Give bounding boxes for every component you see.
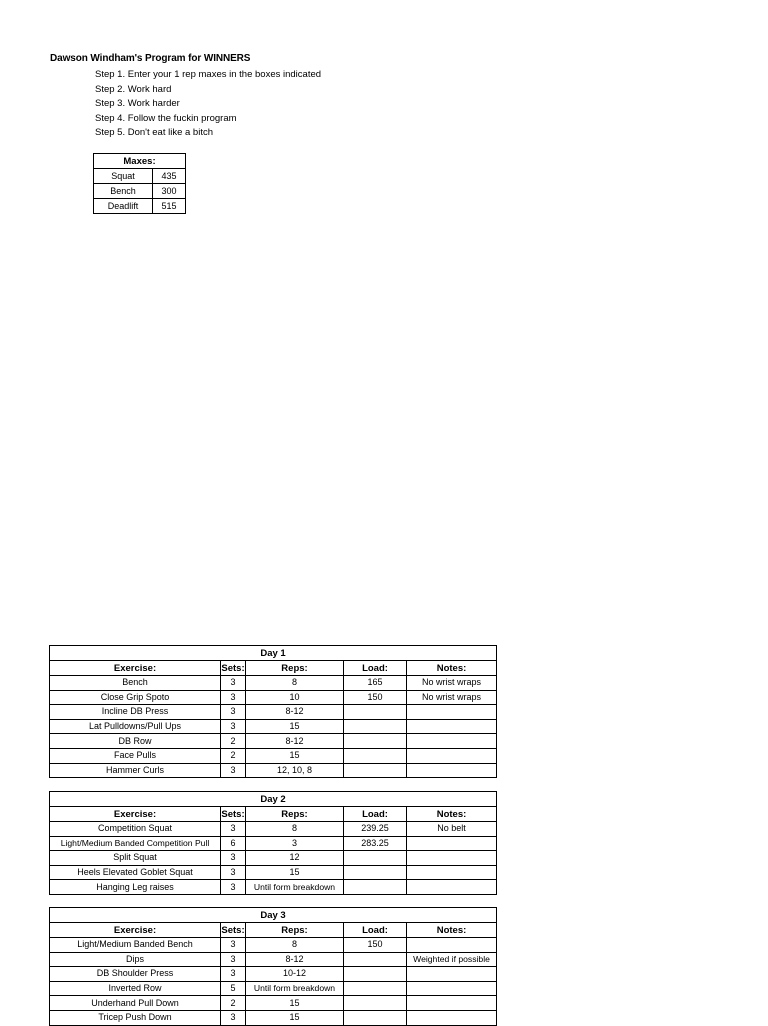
col-load: Load:: [344, 923, 407, 938]
load-cell: [344, 705, 407, 720]
col-reps: Reps:: [246, 661, 344, 676]
col-load: Load:: [344, 807, 407, 822]
table-row: [50, 851, 497, 866]
reps-cell: 15: [246, 748, 344, 763]
reps-cell: 12: [246, 851, 344, 866]
notes-cell: [407, 967, 497, 982]
day-1-table: [49, 645, 497, 778]
load-cell: 165: [344, 676, 407, 691]
reps-cell: 8: [246, 938, 344, 953]
sets-cell: 2: [221, 996, 246, 1011]
table-row: [50, 981, 497, 996]
table-row: [50, 996, 497, 1011]
load-cell: [344, 1010, 407, 1025]
reps-cell: 15: [246, 865, 344, 880]
exercise-cell: Hanging Leg raises: [50, 880, 221, 895]
exercise-cell: Tricep Push Down: [50, 1010, 221, 1025]
exercise-cell: Hammer Curls: [50, 763, 221, 778]
col-sets: Sets:: [221, 924, 245, 936]
exercise-cell: Dips: [50, 952, 221, 967]
column-header-row: [50, 807, 497, 822]
load-cell: [344, 748, 407, 763]
day-title: Day 1: [50, 646, 497, 661]
load-cell: [344, 952, 407, 967]
exercise-cell: Lat Pulldowns/Pull Ups: [50, 719, 221, 734]
sets-cell: 3: [221, 676, 246, 691]
load-cell: 283.25: [344, 836, 407, 851]
load-cell: [344, 851, 407, 866]
sets-cell: 5: [221, 981, 246, 996]
sets-cell: 6: [221, 836, 246, 851]
exercise-cell: Inverted Row: [50, 981, 221, 996]
notes-cell: [407, 763, 497, 778]
table-row: [50, 734, 497, 749]
col-exercise: Exercise:: [50, 807, 221, 822]
max-value-cell[interactable]: 435: [153, 169, 186, 184]
notes-cell: [407, 705, 497, 720]
table-row: [50, 865, 497, 880]
sets-cell: 3: [221, 967, 246, 982]
step-item: Step 1. Enter your 1 rep maxes in the boxes indicated: [95, 69, 322, 80]
col-load: Load:: [344, 661, 407, 676]
sets-cell: 3: [221, 1010, 246, 1025]
reps-cell: 8: [246, 822, 344, 837]
table-row: [50, 938, 497, 953]
step-item: Step 5. Don't eat like a bitch: [95, 127, 213, 139]
table-row: [50, 952, 497, 967]
day-2-table: [49, 791, 497, 895]
notes-cell: [407, 938, 497, 953]
exercise-cell: Split Squat: [50, 851, 221, 866]
exercise-cell: DB Row: [50, 734, 221, 749]
load-cell: [344, 719, 407, 734]
notes-cell: [407, 836, 497, 851]
notes-cell: [407, 748, 497, 763]
lift-name: Squat: [94, 169, 153, 184]
table-row: [50, 836, 497, 851]
load-cell: [344, 967, 407, 982]
notes-cell: [407, 981, 497, 996]
sets-cell: 3: [221, 763, 246, 778]
day-3-table: [49, 907, 497, 1026]
sets-cell: 3: [221, 952, 246, 967]
lift-name: Deadlift: [94, 199, 153, 214]
maxes-row: [94, 199, 186, 214]
load-cell: [344, 981, 407, 996]
load-cell: [344, 865, 407, 880]
step-item: Step 3. Work harder: [95, 98, 180, 110]
step-item: Step 4. Follow the fuckin program: [95, 112, 237, 124]
col-notes: Notes:: [407, 807, 497, 822]
load-cell: [344, 996, 407, 1011]
col-notes: Notes:: [407, 661, 497, 676]
reps-cell: 15: [246, 996, 344, 1011]
notes-cell: [407, 880, 497, 895]
reps-cell: 10-12: [246, 967, 344, 982]
reps-cell: Until form breakdown: [246, 880, 344, 895]
reps-cell: 12, 10, 8: [246, 763, 344, 778]
notes-cell: [407, 865, 497, 880]
maxes-row: [94, 184, 186, 199]
column-header-row: [50, 923, 497, 938]
steps-list: [95, 68, 321, 141]
table-row: [50, 705, 497, 720]
table-row: [50, 1010, 497, 1025]
sets-cell: 3: [221, 865, 246, 880]
sets-cell: 3: [221, 851, 246, 866]
reps-cell: 3: [246, 836, 344, 851]
table-row: [50, 748, 497, 763]
exercise-cell: Light/Medium Banded Bench: [50, 938, 221, 953]
exercise-cell: Light/Medium Banded Competition Pull: [50, 836, 221, 851]
col-reps: Reps:: [246, 807, 344, 822]
sets-cell: 3: [221, 719, 246, 734]
reps-cell: 15: [246, 1010, 344, 1025]
table-row: [50, 676, 497, 691]
maxes-header: Maxes:: [94, 154, 186, 169]
program-title: Dawson Windham's Program for WINNERS: [50, 53, 251, 64]
step-item: Step 2. Work hard: [95, 83, 172, 95]
notes-cell: [407, 996, 497, 1011]
reps-cell: 10: [246, 690, 344, 705]
notes-cell: [407, 851, 497, 866]
reps-cell: 8-12: [246, 734, 344, 749]
table-row: [50, 690, 497, 705]
col-reps: Reps:: [246, 923, 344, 938]
sets-cell: 2: [221, 734, 246, 749]
load-cell: [344, 880, 407, 895]
reps-cell: 8: [246, 676, 344, 691]
notes-cell: [407, 719, 497, 734]
notes-cell: [407, 1010, 497, 1025]
sets-cell: 3: [221, 938, 246, 953]
notes-cell: [407, 734, 497, 749]
table-row: [50, 967, 497, 982]
load-cell: 239.25: [344, 822, 407, 837]
table-row: [50, 763, 497, 778]
exercise-cell: DB Shoulder Press: [50, 967, 221, 982]
load-cell: [344, 763, 407, 778]
max-value-cell[interactable]: 300: [153, 184, 186, 199]
column-header-row: [50, 661, 497, 676]
table-row: [50, 719, 497, 734]
col-sets: Sets:: [221, 808, 245, 820]
sets-cell: 3: [221, 690, 246, 705]
sets-cell: 3: [221, 880, 246, 895]
notes-cell: No wrist wraps: [407, 690, 497, 705]
reps-cell: 15: [246, 719, 344, 734]
maxes-row: [94, 169, 186, 184]
load-cell: 150: [344, 690, 407, 705]
col-exercise: Exercise:: [50, 923, 221, 938]
notes-cell: Weighted if possible: [407, 952, 497, 967]
notes-cell: No wrist wraps: [407, 676, 497, 691]
exercise-cell: Incline DB Press: [50, 705, 221, 720]
exercise-cell: Close Grip Spoto: [50, 690, 221, 705]
load-cell: 150: [344, 938, 407, 953]
exercise-cell: Underhand Pull Down: [50, 996, 221, 1011]
exercise-cell: Heels Elevated Goblet Squat: [50, 865, 221, 880]
table-row: [50, 880, 497, 895]
day-title: Day 2: [50, 792, 497, 807]
sets-cell: 3: [221, 705, 246, 720]
load-cell: [344, 734, 407, 749]
sets-cell: 2: [221, 748, 246, 763]
reps-cell: Until form breakdown: [246, 981, 344, 996]
max-value-cell[interactable]: 515: [153, 199, 186, 214]
col-sets: Sets:: [221, 662, 245, 674]
exercise-cell: Competition Squat: [50, 822, 221, 837]
day-title: Day 3: [50, 908, 497, 923]
exercise-cell: Face Pulls: [50, 748, 221, 763]
table-row: [50, 822, 497, 837]
notes-cell: No belt: [407, 822, 497, 837]
reps-cell: 8-12: [246, 705, 344, 720]
lift-name: Bench: [94, 184, 153, 199]
sets-cell: 3: [221, 822, 246, 837]
maxes-table: [93, 153, 186, 214]
col-exercise: Exercise:: [50, 661, 221, 676]
exercise-cell: Bench: [50, 676, 221, 691]
col-notes: Notes:: [407, 923, 497, 938]
reps-cell: 8-12: [246, 952, 344, 967]
